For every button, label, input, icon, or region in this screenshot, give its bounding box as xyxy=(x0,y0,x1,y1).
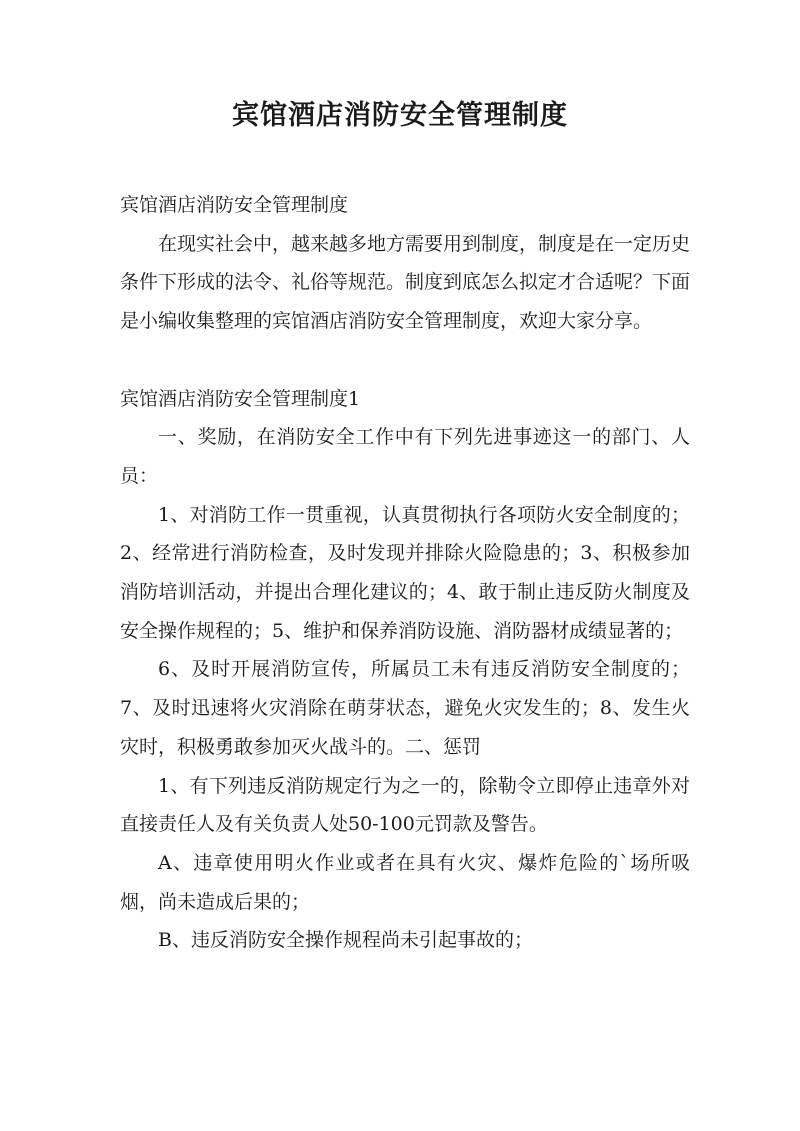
intro-paragraph: 在现实社会中，越来越多地方需要用到制度，制度是在一定历史条件下形成的法令、礼俗等规范。制度到底怎么拟定才合适呢？下面是小编收集整理的宾馆酒店消防安全管理制度，欢迎大家分享。 xyxy=(120,232,691,333)
paragraph-spacer xyxy=(120,341,690,380)
reward-items-paragraph-1: 1、对消防工作一贯重视，认真贯彻执行各项防火安全制度的；2、经常进行消防检查，及时发现并排除火险隐患的；3、积极参加消防培训活动，并提出合理化建议的；4、敢于制止违反防火制度及安全操作规程的；5、维护和保养消防设施、消防器材成绩显著的； xyxy=(120,503,690,642)
reward-heading-paragraph: 一、奖励，在消防安全工作中有下列先进事迹这一的部门、人员： xyxy=(120,426,690,487)
penalty-item-a: A、违章使用明火作业或者在具有火灾、爆炸危险的`场所吸烟，尚未造成后果的； xyxy=(120,851,690,913)
document-title: 宾馆酒店消防安全管理制度 xyxy=(232,100,568,131)
section-heading-1: 宾馆酒店消防安全管理制度1 xyxy=(120,387,361,410)
reward-items-paragraph-2: 6、及时开展消防宣传，所属员工未有违反消防安全制度的；7、及时迅速将火灾消除在萌芽状态，避免火灾发生的；8、发生火灾时，积极勇敢参加灭火战斗的。二、惩罚 xyxy=(120,658,690,758)
section-heading-intro: 宾馆酒店消防安全管理制度 xyxy=(120,194,349,216)
document-body xyxy=(120,186,690,960)
penalty-paragraph-1: 1、有下列违反消防规定行为之一的，除勒令立即停止违章外对直接责任人及有关负责人处50-100元罚款及警告。 xyxy=(120,774,690,836)
penalty-item-b: B、违反消防安全操作规程尚未引起事故的； xyxy=(158,929,533,952)
